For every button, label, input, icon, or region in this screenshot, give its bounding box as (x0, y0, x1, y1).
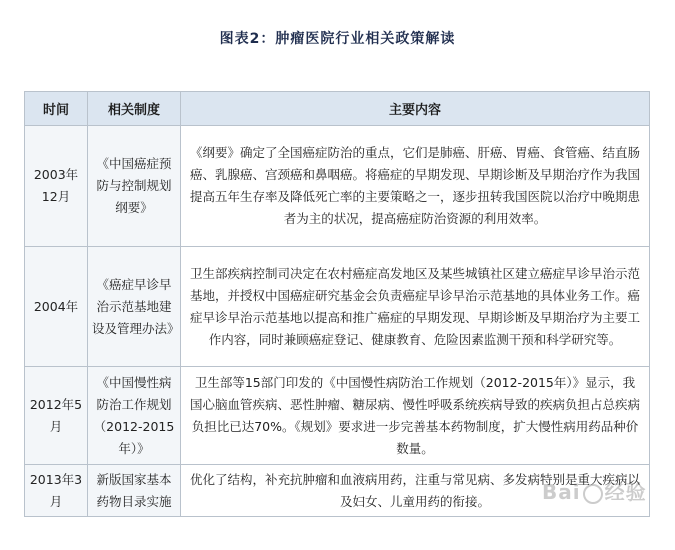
table-header-row (25, 92, 650, 126)
policy-table (24, 91, 650, 517)
table-row (25, 247, 650, 367)
row-content: 卫生部疾病控制司决定在农村癌症高发地区及某些城镇社区建立癌症早诊早治示范基地，并授权中国癌症研究基金会负责癌症早诊早治示范基地的具体业务工作。癌症早诊早治示范基地以提高和推广癌症的早期发现、早期诊断及早期治疗为主要工作内容，同时兼顾癌症登记、健康教育、危险因素监测干预和科学研究等。 (181, 247, 650, 367)
table-row (25, 126, 650, 247)
figure-title: 图表2：肿瘤医院行业相关政策解读 (219, 31, 456, 47)
header-policy: 相关制度 (88, 92, 181, 126)
header-time: 时间 (25, 92, 88, 126)
row-time: 2003年12月 (25, 126, 88, 247)
row-policy: 《中国慢性病防治工作规划（2012-2015年）》 (88, 367, 181, 465)
row-content: 优化了结构，补充抗肿瘤和血液病用药，注重与常见病、多发病特别是重大疾病以及妇女、儿童用药的衔接。 (181, 465, 650, 517)
row-content: 《纲要》确定了全国癌症防治的重点，它们是肺癌、肝癌、胃癌、食管癌、结直肠癌、乳腺癌、宫颈癌和鼻咽癌。将癌症的早期发现、早期诊断及早期治疗作为我国提高五年生存率及降低死亡率的主要策略之一，逐步扭转我国医院以治疗中晚期患者为主的状况，提高癌症防治资源的利用效率。 (181, 126, 650, 247)
row-policy: 《中国癌症预防与控制规划纲要》 (88, 126, 181, 247)
row-content: 卫生部等15部门印发的《中国慢性病防治工作规划（2012-2015年）》显示，我国心脑血管疾病、恶性肿瘤、糖尿病、慢性呼吸系统疾病导致的疾病负担占总疾病负担比已达70%。《规划》要求进一步完善基本药物制度，扩大慢性病用药品种价数量。 (181, 367, 650, 465)
watermark-brand-left: Bai (542, 480, 581, 504)
header-content: 主要内容 (181, 92, 650, 126)
row-time: 2012年5月 (25, 367, 88, 465)
row-time: 2004年 (25, 247, 88, 367)
watermark-brand-right: 经验 (604, 480, 647, 504)
baidu-jingyan-watermark (542, 476, 647, 505)
table-row (25, 367, 650, 465)
row-time: 2013年3月 (25, 465, 88, 517)
paw-icon (583, 484, 603, 504)
row-policy: 《癌症早诊早治示范基地建设及管理办法》 (88, 247, 181, 367)
row-policy: 新版国家基本药物目录实施 (88, 465, 181, 517)
